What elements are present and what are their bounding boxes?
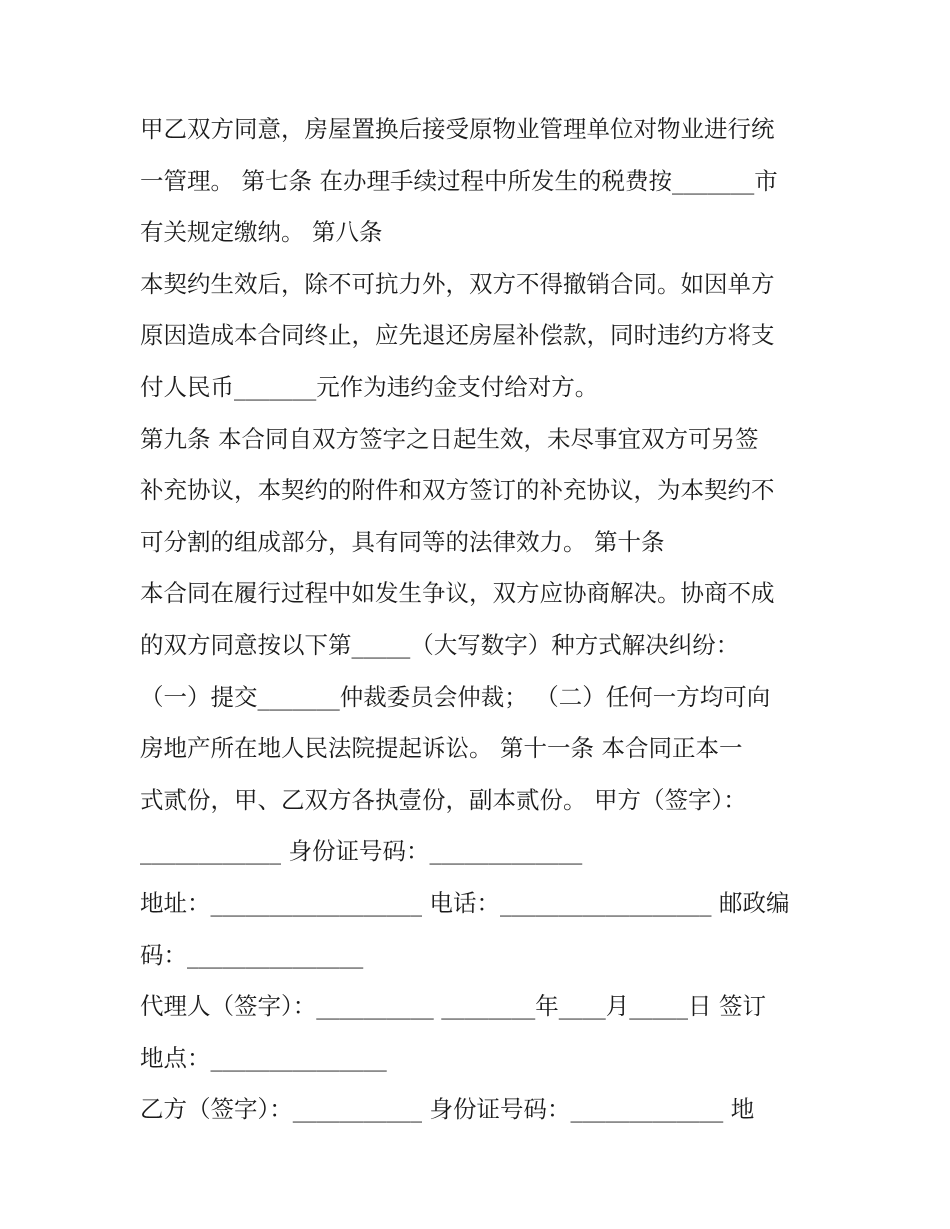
text-line: 房地产所在地人民法院提起诉讼。 第十一条 本合同正本一 [140, 734, 743, 763]
text-line: 地址：__________________ 电话：__________________ 邮政编 [140, 888, 790, 917]
text-line: ____________ 身份证号码：_____________ [140, 837, 583, 866]
text-line: 乙方（签字）：___________ 身份证号码：_____________ 地 [140, 1095, 755, 1124]
text-line: 码：_______________ [140, 940, 364, 969]
text-line: 代理人（签字）：__________ ________年____月_____日 签订 [140, 992, 766, 1021]
text-line: 一管理。 第七条 在办理手续过程中所发生的税费按_______市 [140, 166, 778, 195]
text-line: 甲乙双方同意，房屋置换后接受原物业管理单位对物业进行统 [140, 115, 775, 143]
text-line: 式贰份，甲、乙双方各执壹份，副本贰份。 甲方（签字）： [140, 785, 747, 814]
text-line: 本契约生效后，除不可抗力外，双方不得撤销合同。如因单方 [140, 269, 775, 298]
text-line: 原因造成本合同终止，应先退还房屋补偿款，同时违约方将支 [140, 321, 775, 350]
text-line: 付人民币_______元作为违约金支付给对方。 [140, 372, 599, 401]
text-line: （一）提交_______仲裁委员会仲裁； （二）任何一方均可向 [140, 682, 771, 711]
text-line: 的双方同意按以下第_____（大写数字）种方式解决纠纷： [140, 630, 740, 659]
text-line: 本合同在履行过程中如发生争议，双方应协商解决。协商不成 [140, 579, 775, 608]
text-line: 可分割的组成部分，具有同等的法律效力。 第十条 [140, 527, 665, 556]
text-line: 第九条 本合同自双方签字之日起生效，未尽事宜双方可另签 [140, 424, 759, 453]
text-line: 地点：_______________ [140, 1043, 387, 1072]
text-line: 补充协议，本契约的附件和双方签订的补充协议，为本契约不 [140, 476, 775, 505]
contract-text [140, 108, 820, 1140]
text-line: 有关规定缴纳。 第八条 [140, 218, 383, 247]
